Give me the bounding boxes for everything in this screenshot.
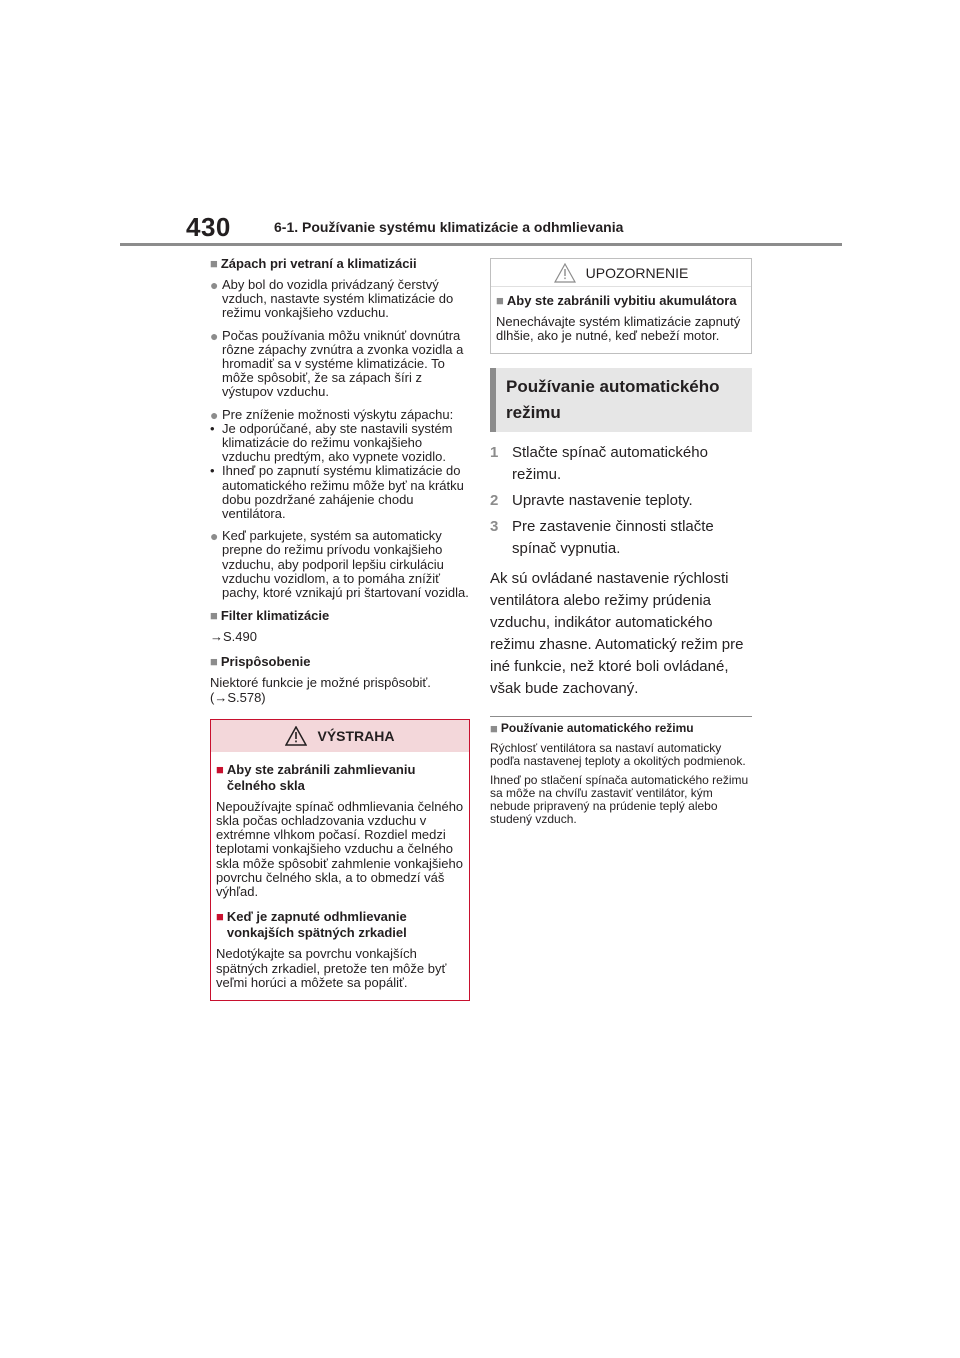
caution-triangle-icon xyxy=(554,263,576,283)
right-column xyxy=(490,258,752,832)
square-bullet-icon: ■ xyxy=(216,909,224,925)
caution-text-battery: Nenechávajte systém klimatizácie zapnutý dlhšie, ako je nutné, keď nebeží motor. xyxy=(496,314,741,344)
steps-list xyxy=(490,442,752,560)
square-bullet-icon: ■ xyxy=(490,721,498,737)
chapter-title: 6-1. Používanie systému klimatizácie a odhmlievania xyxy=(274,219,624,235)
square-bullet-icon: ■ xyxy=(210,608,218,624)
square-bullet-icon: ■ xyxy=(210,654,218,670)
auto-mode-body: Ak sú ovládané nastavenie rýchlosti ventilátora alebo režimy prúdenia vzduchu, indikátor automatického režimu zhasne. Automatický režim pre iné funkcie, než ktoré boli ovládané, však bude zachovaný. xyxy=(490,570,744,698)
header-rule xyxy=(120,243,842,246)
auto-use-text-1: Rýchlosť ventilátora sa nastaví automaticky podľa nastavenej teploty a okolitých podmienok. xyxy=(490,741,746,769)
section-heading-custom: ■ Prispôsobenie xyxy=(210,654,311,670)
dot-bullet-icon: ● xyxy=(210,406,219,423)
warning-heading-windshield: ■ Aby ste zabránili zahmlievaniu čelného skla xyxy=(216,761,416,793)
bullet-item: ● Keď parkujete, systém sa automaticky prepne do režimu prívodu vonkajšieho vzduchu, aby podporil lepšiu cirkuláciu vzduchu vozidlom, a to pomáha znížiť pachy, ktoré vznikajú pri štartovaní vozidla. xyxy=(210,528,469,601)
warning-title: VÝSTRAHA xyxy=(211,720,469,752)
left-column xyxy=(210,256,470,1001)
sub-bullet-item: • Je odporúčané, aby ste nastavili systém klimatizácie do režimu vonkajšieho vzduchu predtým, ako vypnete vozidlo. xyxy=(210,420,453,465)
step-item: 1 Stlačte spínač automatického režimu. xyxy=(490,444,708,484)
bullet-item: ● Počas používania môžu vniknúť dovnútra rôzne zápachy zvnútra a zvonka vozidla a hromadiť sa v systéme klimatizácie. To môže spôsobiť, že sa zápach šíri z výstupov vzduchu. xyxy=(210,327,464,400)
warning-triangle-icon xyxy=(285,726,307,746)
filter-reference[interactable]: →S.490 xyxy=(210,629,257,645)
step-item: 3 Pre zastavenie činnosti stlačte spínač vypnutia. xyxy=(490,518,714,558)
warning-text-mirrors: Nedotýkajte sa povrchu vonkajších spätných zrkadiel, pretože ten môže byť veľmi horúci a môžete sa popáliť. xyxy=(216,946,447,990)
sub-bullet-icon: • xyxy=(210,420,215,436)
caution-box xyxy=(490,258,752,354)
square-bullet-icon: ■ xyxy=(216,761,224,777)
warning-text-windshield: Nepoužívajte spínač odhmlievania čelného skla počas ochladzovania vzduchu v extrémne vlhkom počasí. Rozdiel medzi teplotami vonkajšieho vzduchu a čelného skla môže spôsobiť zahmlenie vonkajšieho povrchu čelného skla, a to obmedzí váš výhľad. xyxy=(216,798,464,900)
custom-text: Niektoré funkcie je možné prispôsobiť. (→S.578) xyxy=(210,675,431,705)
dot-bullet-icon: ● xyxy=(210,528,219,545)
auto-use-heading: ■ Používanie automatického režimu xyxy=(490,721,694,737)
section-heading-odor: ■ Zápach pri vetraní a klimatizácii xyxy=(210,256,417,271)
page-number: 430 xyxy=(186,212,231,242)
square-bullet-icon: ■ xyxy=(210,256,218,271)
caution-heading-battery: ■ Aby ste zabránili vybitiu akumulátora xyxy=(496,293,737,308)
section-title-auto-mode: Používanie automatického režimu xyxy=(490,368,752,432)
warning-box xyxy=(210,719,470,1001)
bullet-item: ● Pre zníženie možnosti výskytu zápachu: xyxy=(210,406,454,423)
step-item: 2 Upravte nastavenie teploty. xyxy=(490,492,693,510)
warning-heading-mirrors: ■ Keď je zapnuté odhmlievanie vonkajších spätných zrkadiel xyxy=(216,909,407,941)
bullet-item: ● Aby bol do vozidla privádzaný čerstvý vzduch, nastavte systém klimatizácie do režimu vonkajšieho vzduchu. xyxy=(210,277,454,321)
sub-bullet-icon: • xyxy=(210,463,215,479)
dot-bullet-icon: ● xyxy=(210,277,219,293)
auto-use-section xyxy=(490,716,752,826)
caution-title: UPOZORNENIE xyxy=(491,259,751,287)
dot-bullet-icon: ● xyxy=(210,327,219,344)
section-heading-filter: ■ Filter klimatizácie xyxy=(210,608,330,624)
page-header xyxy=(0,0,960,250)
sub-bullet-item: • Ihneď po zapnutí systému klimatizácie do automatického režimu môže byť na krátku dobu pozdržané zahájenie chodu ventilátora. xyxy=(210,463,464,522)
auto-use-text-2: Ihneď po stlačení spínača automatického režimu sa môže na chvíľu zastaviť ventilátor, kým nebude pripravený na prúdenie teplý alebo studený vzduch. xyxy=(490,773,749,827)
square-bullet-icon: ■ xyxy=(496,293,504,308)
